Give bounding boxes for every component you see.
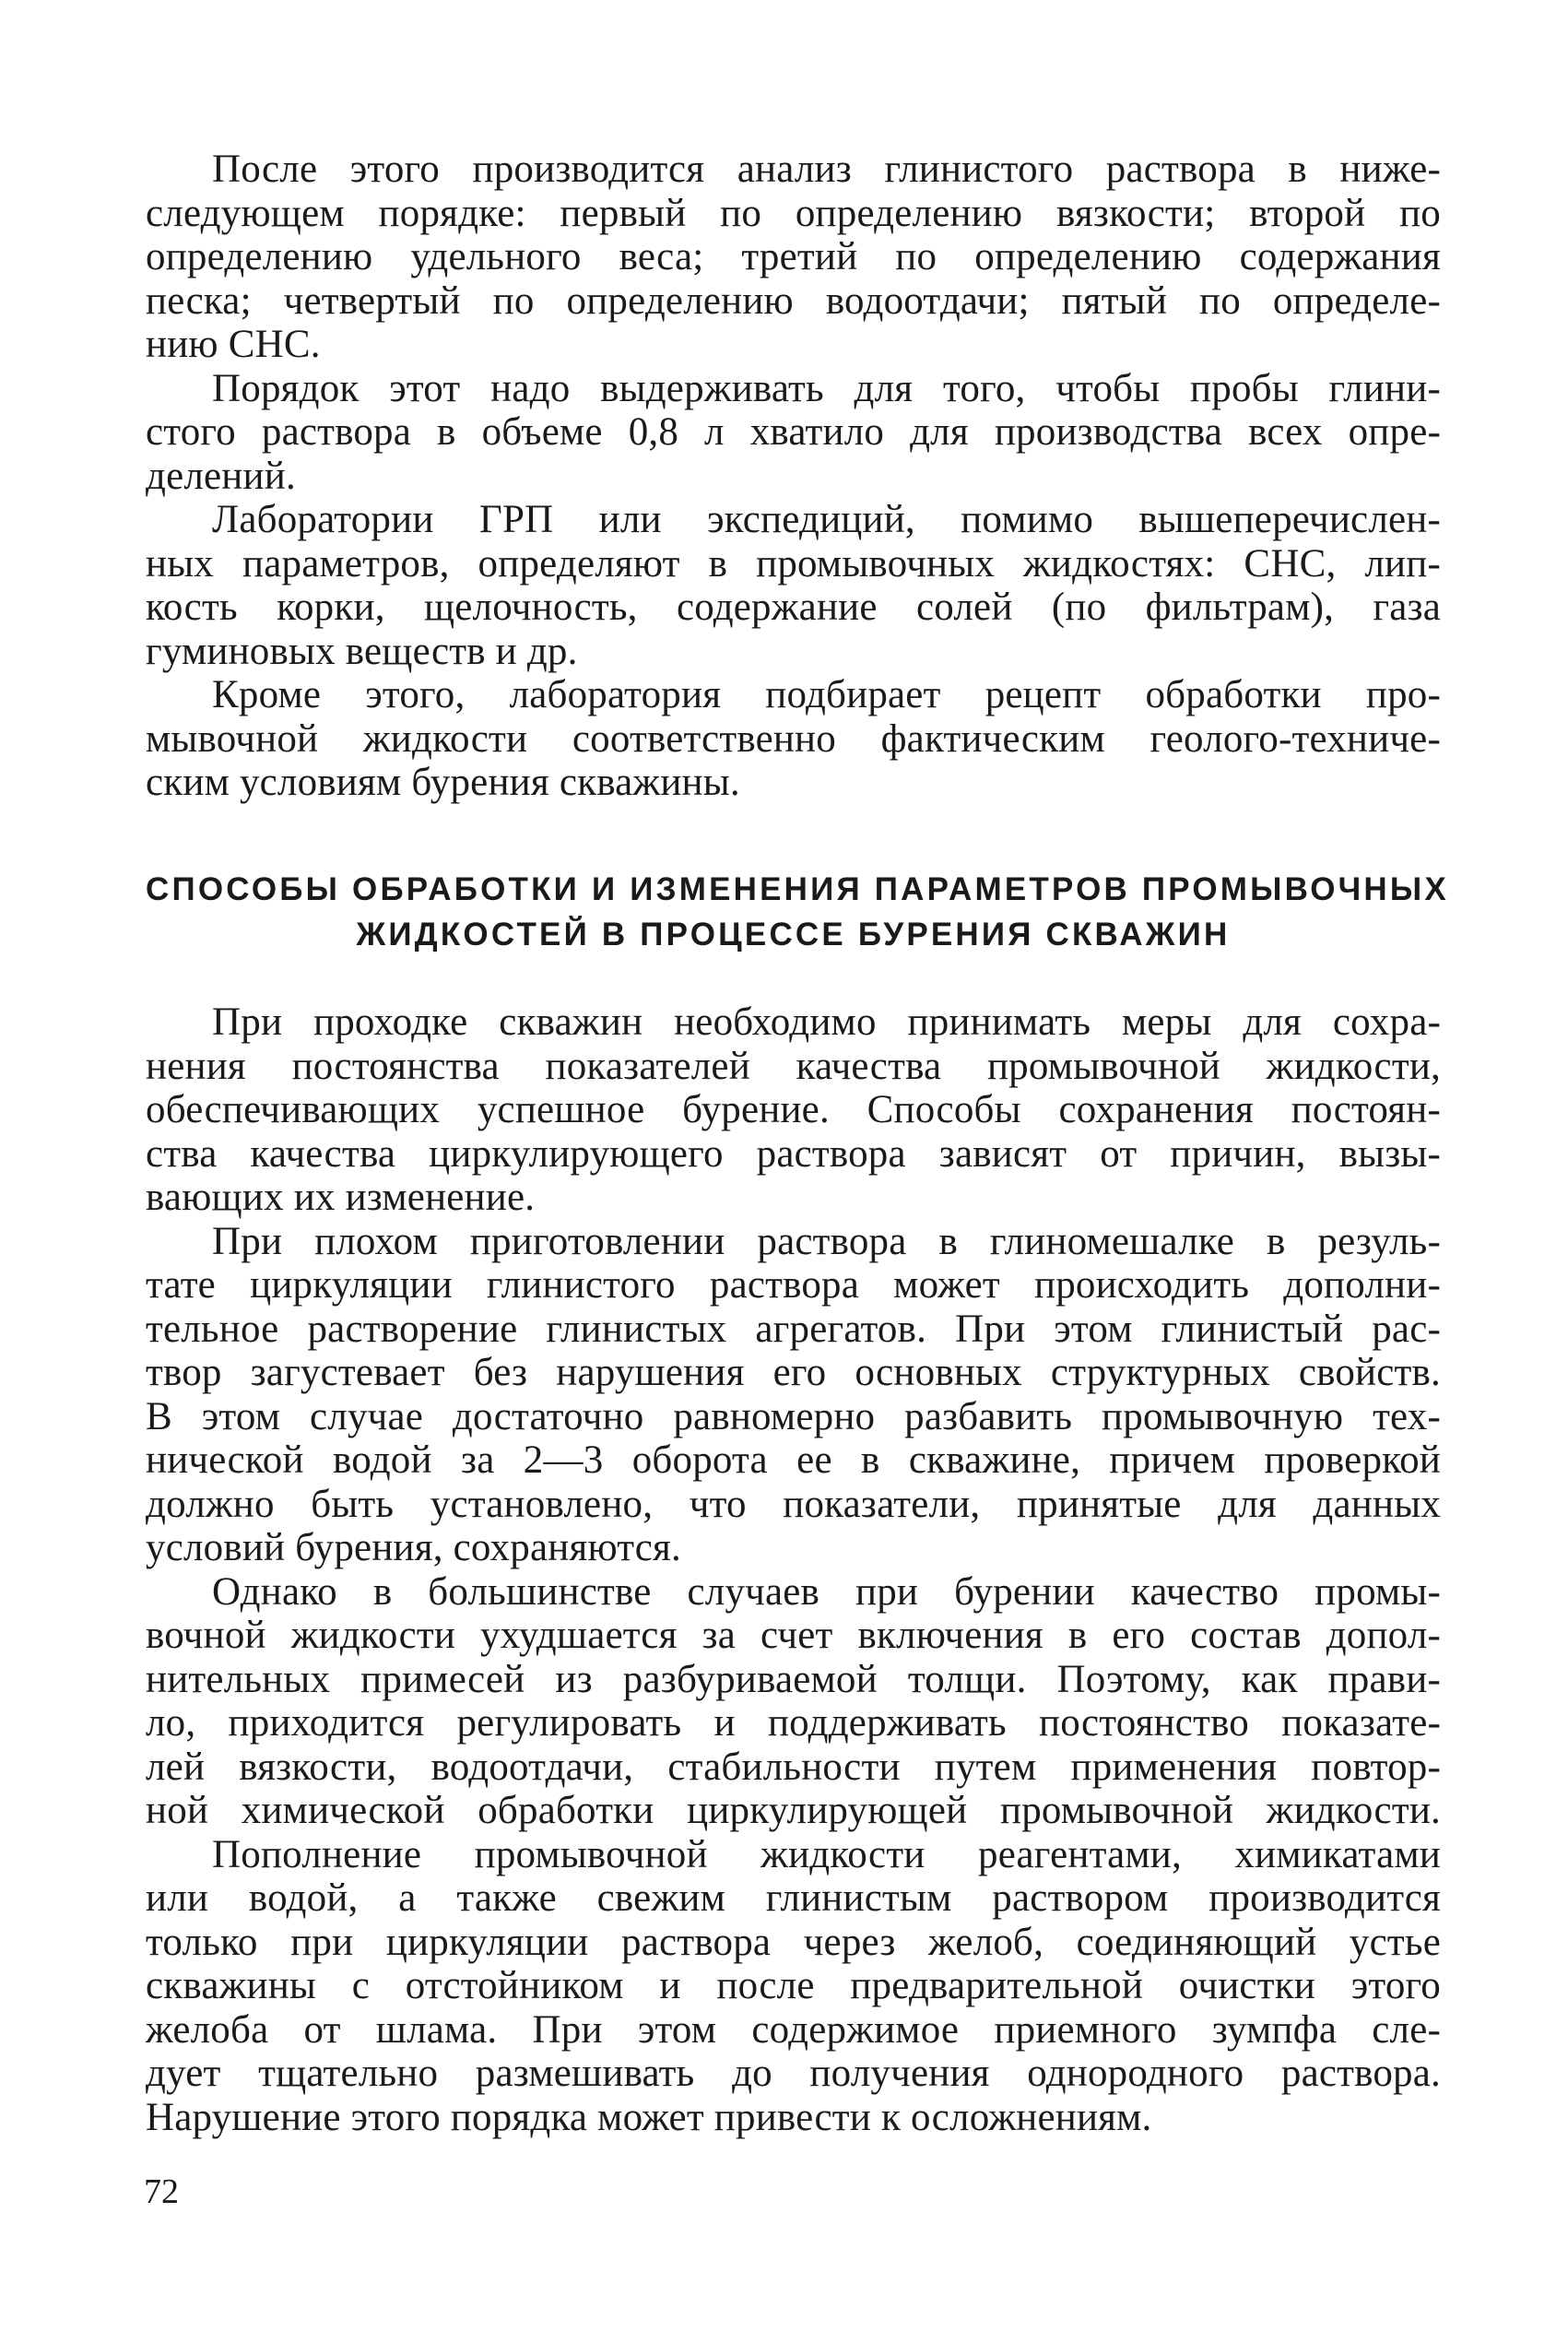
- text-line: ной химической обработки циркулирующей промывочной жидкости.: [146, 1789, 1441, 1832]
- page-number: 72: [144, 2172, 179, 2211]
- text-line: После этого производится анализ глинистого раствора в ниже-: [212, 148, 1441, 191]
- text-line: мывочной жидкости соответственно фактическим геолого-техниче-: [146, 716, 1441, 761]
- text-line: нию СНС.: [146, 323, 321, 366]
- section-heading-line: ЖИДКОСТЕЙ В ПРОЦЕССЕ БУРЕНИЯ СКВАЖИН: [356, 917, 1231, 953]
- text-line: В этом случае достаточно равномерно разбавить промывочную тех-: [146, 1394, 1441, 1438]
- text-line: гуминовых веществ и др.: [146, 629, 578, 673]
- text-line: или водой, а также свежим глинистым раствором производится: [146, 1876, 1441, 1920]
- text-line: ных параметров, определяют в промывочных жидкостях: СНС, лип-: [146, 541, 1441, 586]
- text-line: Лаборатории ГРП или экспедиций, помимо вышеперечислен-: [212, 498, 1441, 541]
- text-line: твор загустевает без нарушения его основных структурных свойств.: [146, 1351, 1441, 1394]
- text-line: нения постоянства показателей качества промывочной жидкости,: [146, 1044, 1441, 1088]
- text-line: При плохом приготовлении раствора в глиномешалке в резуль-: [212, 1219, 1441, 1263]
- text-line: лей вязкости, водоотдачи, стабильности путем применения повтор-: [146, 1745, 1441, 1789]
- text-line: Однако в большинстве случаев при бурении качество промы-: [212, 1569, 1441, 1614]
- text-line: При проходке скважин необходимо принимать меры для сохра-: [212, 1000, 1441, 1044]
- text-line: Порядок этот надо выдерживать для того, чтобы пробы глини-: [212, 366, 1441, 410]
- text-line: скважины с отстойником и после предварительной очистки этого: [146, 1964, 1441, 2007]
- text-line: ло, приходится регулировать и поддерживать постоянство показате-: [146, 1701, 1441, 1745]
- text-line: вочной жидкости ухудшается за счет включения в его состав допол-: [146, 1614, 1441, 1657]
- text-line: Нарушение этого порядка может привести к осложнениям.: [146, 2095, 1152, 2139]
- text-line: вающих их изменение.: [146, 1176, 536, 1219]
- text-line: дует тщательно размешивать до получения однородного раствора.: [146, 2052, 1441, 2095]
- text-line: обеспечивающих успешное бурение. Способы сохранения постоян-: [146, 1088, 1441, 1131]
- section-body-text: [146, 1000, 1441, 2139]
- text-line: песка; четвертый по определению водоотдачи; пятый по определе-: [146, 278, 1441, 323]
- text-line: делений.: [146, 454, 296, 498]
- section-heading: [146, 867, 1449, 957]
- text-line: ства качества циркулирующего раствора зависят от причин, вызы-: [146, 1131, 1441, 1176]
- text-line: нительных примесей из разбуриваемой толщи. Поэтому, как прави-: [146, 1657, 1441, 1701]
- text-line: ским условиям бурения скважины.: [146, 761, 740, 804]
- text-line: Пополнение промывочной жидкости реагентами, химикатами: [212, 1832, 1441, 1876]
- text-line: условий бурения, сохраняются.: [146, 1526, 681, 1569]
- text-line: следующем порядке: первый по определению вязкости; второй по: [146, 191, 1441, 235]
- intro-text: [146, 148, 1441, 805]
- text-line: стого раствора в объеме 0,8 л хватило для производства всех опре-: [146, 410, 1441, 454]
- text-line: только при циркуляции раствора через желоб, соединяющий устье: [146, 1920, 1441, 1964]
- text-line: тельное растворение глинистых агрегатов. При этом глинистый рас-: [146, 1307, 1441, 1351]
- text-line: нической водой за 2—3 оборота ее в скважине, причем проверкой: [146, 1438, 1441, 1482]
- section-heading-line: СПОСОБЫ ОБРАБОТКИ И ИЗМЕНЕНИЯ ПАРАМЕТРОВ ПРОМЫВОЧНЫХ: [146, 871, 1449, 907]
- text-line: желоба от шлама. При этом содержимое приемного зумпфа сле-: [146, 2007, 1441, 2052]
- text-line: кость корки, щелочность, содержание солей (по фильтрам), газа: [146, 586, 1441, 629]
- text-line: тате циркуляции глинистого раствора может происходить дополни-: [146, 1263, 1441, 1307]
- text-line: определению удельного веса; третий по определению содержания: [146, 235, 1441, 278]
- text-line: должно быть установлено, что показатели, принятые для данных: [146, 1482, 1441, 1526]
- text-line: Кроме этого, лаборатория подбирает рецепт обработки про-: [212, 673, 1441, 716]
